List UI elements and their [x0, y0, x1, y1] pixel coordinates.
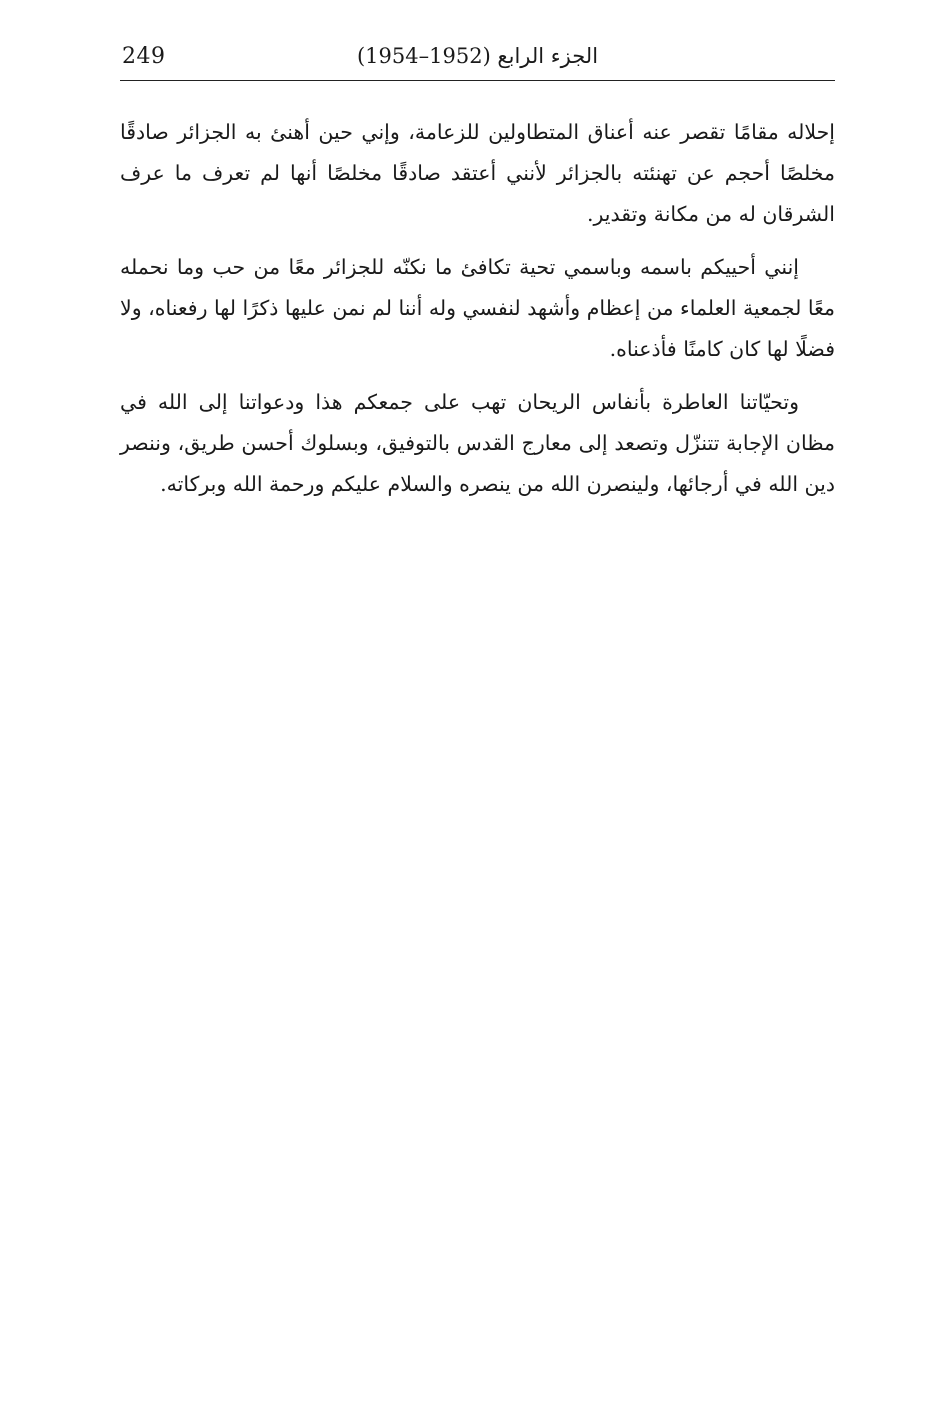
page-number: 249 [122, 44, 166, 69]
running-head: الجزء الرابع (1952–1954) [356, 44, 599, 68]
body-text [120, 112, 835, 517]
paragraph-2: إنني أحييكم باسمه وباسمي تحية تكافئ ما نكنّه للجزائر معًا من حب وما نحمله معًا لجمعية العلماء من إعظام وأشهد لنفسي وله أننا لم نمن عليها ذكرًا لها رفعناه، ولا فضلًا لها كان كامنًا فأذعناه. [120, 255, 835, 361]
paragraph-3: وتحيّاتنا العاطرة بأنفاس الريحان تهب على جمعكم هذا ودعواتنا إلى الله في مظان الإجابة تتنزّل وتصعد إلى معارج القدس بالتوفيق، وبسلوك أحسن طريق، وننصر دين الله في أرجائها، ولينصرن الله من ينصره والسلام عليكم ورحمة الله وبركاته. [120, 390, 835, 496]
page-header [120, 40, 835, 81]
paragraph-1: إحلاله مقامًا تقصر عنه أعناق المتطاولين للزعامة، وإني حين أهنئ به الجزائر صادقًا مخلصًا أحجم عن تهنئته بالجزائر لأنني أعتقد صادقًا مخلصًا أنها لم تعرف ما عرف الشرقان له من مكانة وتقدير. [120, 120, 835, 226]
